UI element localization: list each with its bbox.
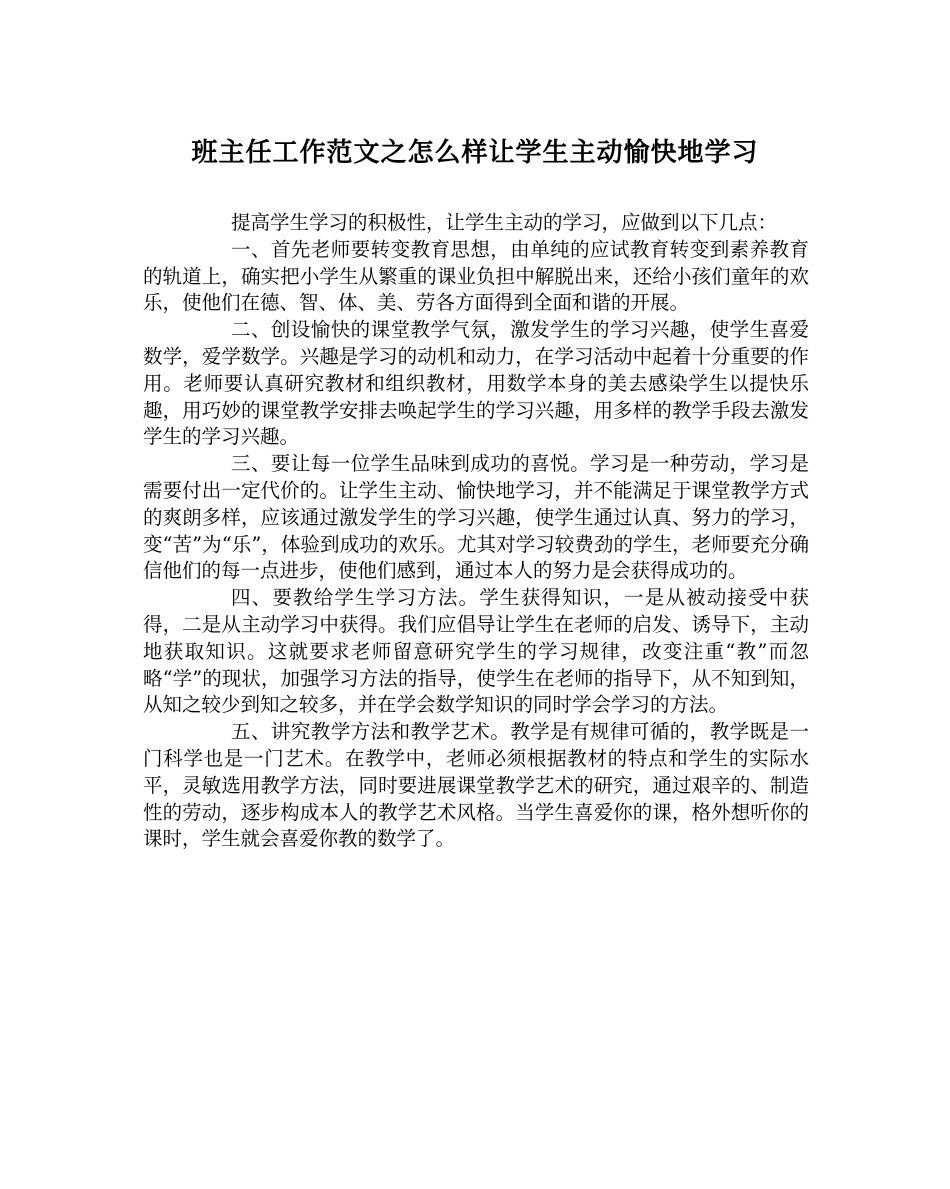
paragraph-point-1: 一、首先老师要转变教育思想，由单纯的应试教育转变到素养教育的轨道上，确实把小学生从繁重的课业负担中解脱出来，还给小孩们童年的欢乐，使他们在德、智、体、美、劳各方面得到全面和谐的开展。 (143, 237, 809, 315)
document-title: 班主任工作范文之怎么样让学生主动愉快地学习 (191, 138, 759, 168)
paragraph-point-3: 三、要让每一位学生品味到成功的喜悦。学习是一种劳动，学习是需要付出一定代价的。让学生主动、愉快地学习，并不能满足于课堂教学方式的爽朗多样，应该通过激发学生的学习兴趣，使学生通过认真、努力的学习，变“苦”为“乐”，体验到成功的欢乐。尤其对学习较费劲的学生，老师要充分确信他们的每一点进步，使他们感到，通过本人的努力是会获得成功的。 (143, 452, 809, 583)
paragraph-point-4: 四、要教给学生学习方法。学生获得知识，一是从被动接受中获得，二是从主动学习中获得。我们应倡导让学生在老师的启发、诱导下，主动地获取知识。这就要求老师留意研究学生的学习规律，改变注重“教”而忽略“学”的现状，加强学习方法的指导，使学生在老师的指导下，从不知到知，从知之较少到知之较多，并在学会数学知识的同时学会学习的方法。 (143, 586, 809, 717)
paragraph-point-5: 五、讲究教学方法和教学艺术。教学是有规律可循的，教学既是一门科学也是一门艺术。在教学中，老师必须根据教材的特点和学生的实际水平，灵敏选用教学方法，同时要进展课堂教学艺术的研究，通过艰辛的、制造性的劳动，逐步构成本人的教学艺术风格。当学生喜爱你的课，格外想听你的课时，学生就会喜爱你教的数学了。 (143, 720, 809, 851)
document-body (143, 210, 809, 853)
paragraph-point-2: 二、创设愉快的课堂教学气氛，激发学生的学习兴趣，使学生喜爱数学，爱学数学。兴趣是学习的动机和动力，在学习活动中起着十分重要的作用。老师要认真研究教材和组织教材，用数学本身的美去感染学生以提快乐趣，用巧妙的课堂教学安排去唤起学生的学习兴趣，用多样的教学手段去激发学生的学习兴趣。 (143, 318, 809, 449)
paragraph-intro: 提高学生学习的积极性，让学生主动的学习，应做到以下几点： (231, 211, 778, 234)
